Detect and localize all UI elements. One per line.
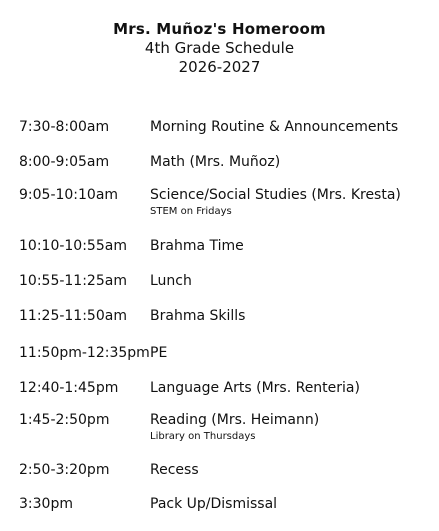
schedule-activity xyxy=(150,380,429,397)
schedule-time: 7:30-8:00am xyxy=(19,119,110,135)
activity-note: STEM on Fridays xyxy=(150,206,232,217)
schedule-row xyxy=(19,238,429,255)
activity-label: Math (Mrs. Muñoz) xyxy=(150,154,281,170)
activity-note: Library on Thursdays xyxy=(150,431,256,442)
schedule-activity xyxy=(150,412,429,443)
schedule-activity xyxy=(150,187,429,218)
schedule-time: 12:40-1:45pm xyxy=(19,380,119,396)
schedule-row xyxy=(19,462,429,479)
schedule-time: 1:45-2:50pm xyxy=(19,412,110,428)
schedule-activity xyxy=(150,462,429,479)
schedule-time: 8:00-9:05am xyxy=(19,154,110,170)
activity-label: Recess xyxy=(150,462,199,478)
schedule-time: 2:50-3:20pm xyxy=(19,462,110,478)
header xyxy=(0,20,439,77)
homeroom-title: Mrs. Muñoz's Homeroom xyxy=(113,20,326,38)
schedule-time: 3:30pm xyxy=(19,496,73,512)
activity-label: Lunch xyxy=(150,273,192,289)
schedule-time: 10:10-10:55am xyxy=(19,238,127,254)
schedule-time: 11:50pm-12:35pm xyxy=(19,345,150,361)
activity-label: Morning Routine & Announcements xyxy=(150,119,399,135)
school-year: 2026-2027 xyxy=(178,58,261,76)
schedule-time: 11:25-11:50am xyxy=(19,308,127,324)
schedule-activity xyxy=(150,119,429,136)
schedule-activity xyxy=(150,238,429,255)
schedule-activity xyxy=(150,308,429,325)
schedule-subtitle: 4th Grade Schedule xyxy=(144,39,295,57)
activity-label: PE xyxy=(150,345,168,361)
activity-label: Reading (Mrs. Heimann) xyxy=(150,412,320,428)
schedule-activity xyxy=(150,154,429,171)
schedule-row xyxy=(19,154,429,171)
schedule-time: 10:55-11:25am xyxy=(19,273,127,289)
schedule-row xyxy=(19,308,429,325)
schedule-row xyxy=(19,119,429,136)
schedule-activity xyxy=(150,345,429,362)
schedule-activity xyxy=(150,496,429,513)
activity-label: Brahma Skills xyxy=(150,308,246,324)
activity-label: Pack Up/Dismissal xyxy=(150,496,278,512)
schedule-list xyxy=(19,119,429,519)
schedule-row xyxy=(19,380,429,397)
schedule-time: 9:05-10:10am xyxy=(19,187,119,203)
schedule-row xyxy=(19,496,429,513)
schedule-row xyxy=(19,273,429,290)
activity-label: Brahma Time xyxy=(150,238,244,254)
activity-label: Science/Social Studies (Mrs. Kresta) xyxy=(150,187,401,203)
schedule-activity xyxy=(150,273,429,290)
schedule-row xyxy=(19,345,429,362)
activity-label: Language Arts (Mrs. Renteria) xyxy=(150,380,360,396)
schedule-row xyxy=(19,187,429,218)
schedule-row xyxy=(19,412,429,443)
